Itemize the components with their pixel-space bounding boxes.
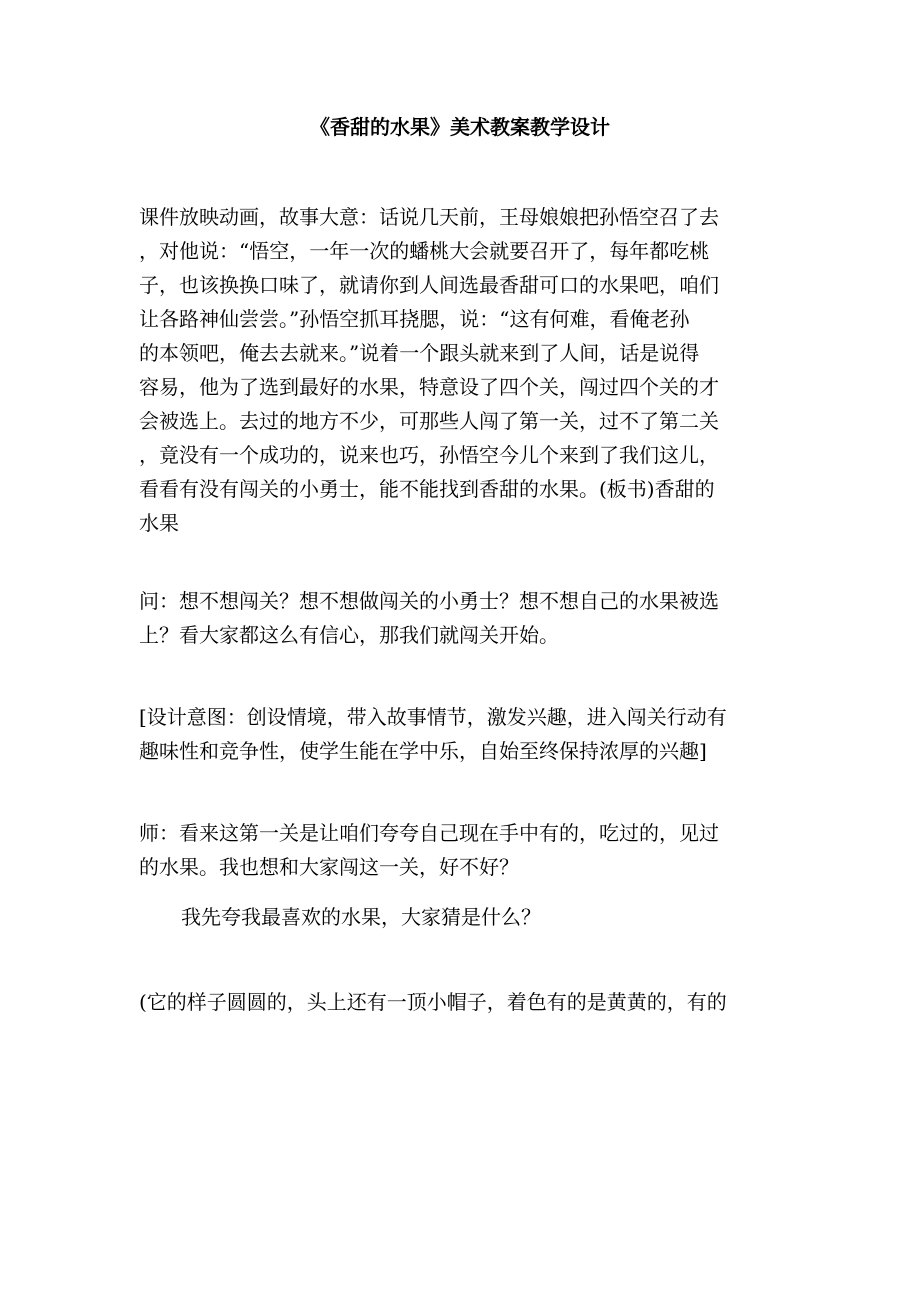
paragraph-1-line-10: 水果 (139, 511, 179, 535)
paragraph-3-line-2: 趣味性和竞争性，使学生能在学中乐，自始至终保持浓厚的兴趣] (139, 739, 707, 763)
paragraph-4-line-1: 师：看来这第一关是让咱们夸夸自己现在手中有的，吃过的，见过 (139, 821, 719, 845)
document-title: 《香甜的水果》美术教案教学设计 (310, 115, 610, 139)
paragraph-1-line-6: 容易，他为了选到最好的水果，特意设了四个关，闯过四个关的才 (139, 375, 719, 399)
paragraph-1-line-2: ，对他说：“悟空，一年一次的蟠桃大会就要召开了，每年都吃桃 (139, 239, 710, 263)
paragraph-2-line-2: 上？看大家都这么有信心，那我们就闯关开始。 (139, 623, 559, 647)
paragraph-1-line-7: 会被选上。去过的地方不少，可那些人闯了第一关，过不了第二关 (139, 409, 719, 433)
paragraph-1-line-8: ，竟没有一个成功的，说来也巧，孙悟空今儿个来到了我们这儿， (139, 443, 719, 467)
paragraph-1-line-4: 让各路神仙尝尝。”孙悟空抓耳挠腮，说：“这有何难，看俺老孙 (139, 307, 690, 331)
paragraph-1-line-5: 的本领吧，俺去去就来。”说着一个跟头就来到了人间，话是说得 (139, 341, 700, 365)
paragraph-2-line-1: 问：想不想闯关？想不想做闯关的小勇士？想不想自己的水果被选 (139, 589, 719, 613)
paragraph-4-line-3: 我先夸我最喜欢的水果，大家猜是什么？ (181, 905, 541, 929)
paragraph-1-line-9: 看看有没有闯关的小勇士，能不能找到香甜的水果。(板书)香甜的 (139, 477, 715, 501)
paragraph-5-line-1: (它的样子圆圆的，头上还有一顶小帽子，着色有的是黄黄的，有的 (139, 990, 727, 1014)
paragraph-4-line-2: 的水果。我也想和大家闯这一关，好不好？ (139, 855, 519, 879)
paragraph-1-line-1: 课件放映动画，故事大意：话说几天前，王母娘娘把孙悟空召了去 (139, 205, 719, 229)
paragraph-3-line-1: [设计意图：创设情境，带入故事情节，激发兴趣，进入闯关行动有 (139, 705, 727, 729)
paragraph-1-line-3: 子，也该换换口味了，就请你到人间选最香甜可口的水果吧，咱们 (139, 273, 719, 297)
